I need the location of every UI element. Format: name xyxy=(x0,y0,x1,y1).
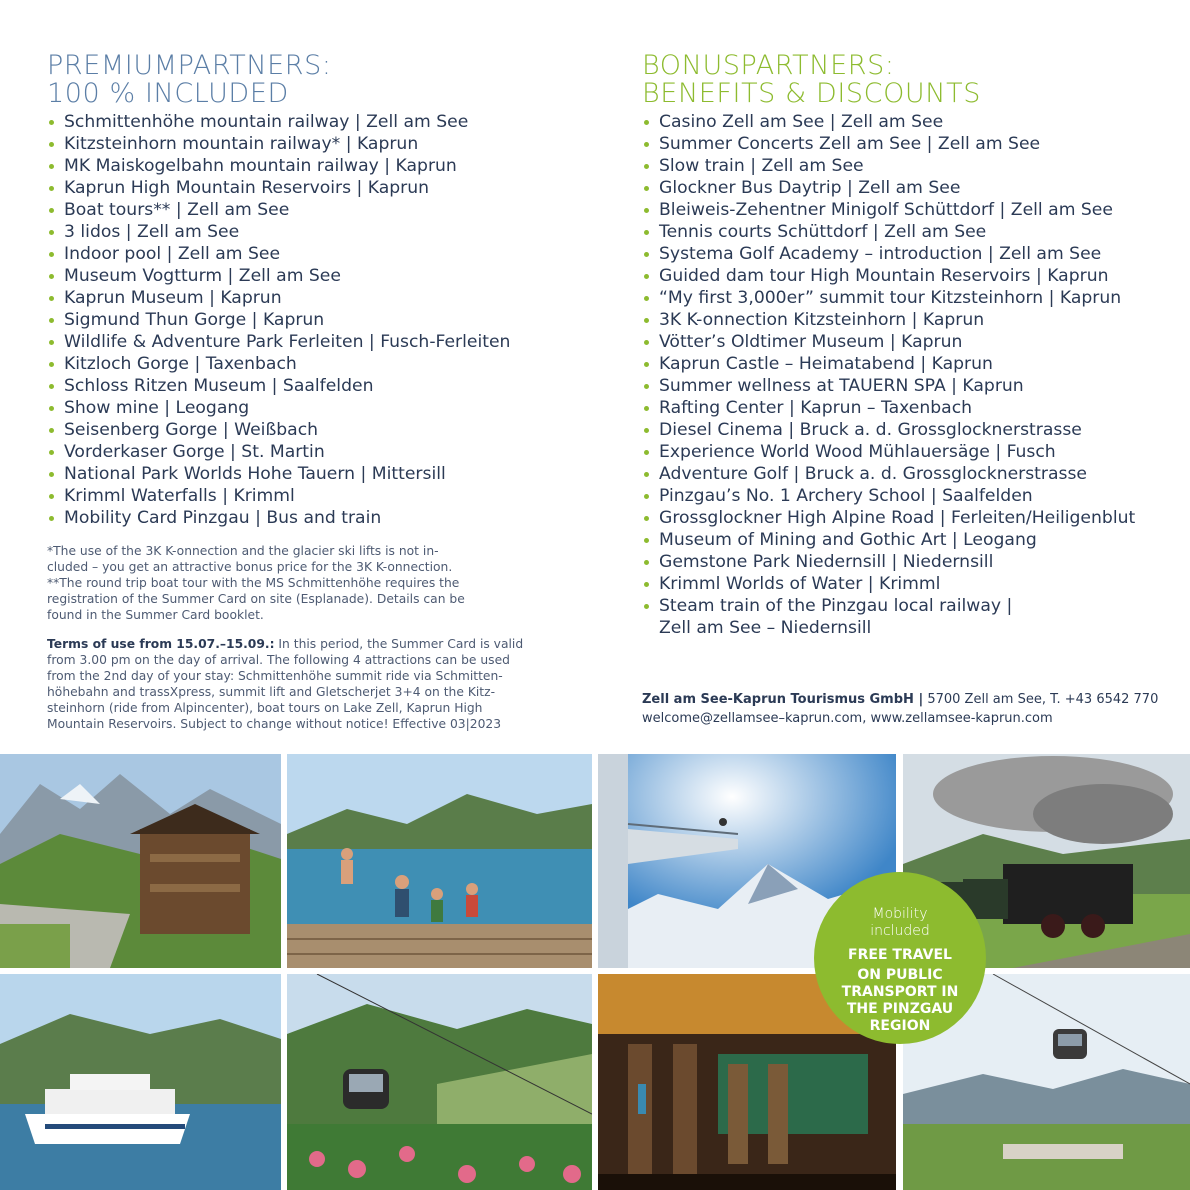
footnote-line: found in the Summer Card booklet. xyxy=(47,608,264,622)
footnote-line: registration of the Summer Card on site (Esplanade). Details can be xyxy=(47,592,465,606)
list-item: Kaprun Castle – Heimatabend | Kaprun xyxy=(642,353,1182,375)
premium-heading-line1: PREMIUMPARTNERS: xyxy=(47,50,332,81)
badge-line: included xyxy=(870,923,930,939)
terms-line: Mountain Reservoirs. Subject to change without notice! Effective 03|2023 xyxy=(47,717,502,731)
list-item: Guided dam tour High Mountain Reservoirs | Kaprun xyxy=(642,265,1182,287)
company-address: 5700 Zell am See, T. +43 6542 770 xyxy=(923,692,1159,707)
list-item: Rafting Center | Kaprun – Taxenbach xyxy=(642,397,1182,419)
list-item: Experience World Wood Mühlauersäge | Fusch xyxy=(642,441,1182,463)
badge-bold-line: TRANSPORT IN xyxy=(841,984,959,1000)
bonus-heading-line1: BONUSPARTNERS: xyxy=(642,50,895,81)
company-contact xyxy=(642,690,1182,728)
terms-of-use xyxy=(47,636,557,732)
premium-heading xyxy=(47,52,607,108)
list-item: 3K K-onnection Kitzsteinhorn | Kaprun xyxy=(642,309,1182,331)
list-item: Museum Vogtturm | Zell am See xyxy=(47,265,607,287)
company-web: welcome@zellamsee–kaprun.com, www.zellamsee-kaprun.com xyxy=(642,711,1053,726)
terms-line: höhebahn and trassXpress, summit lift and Gletscherjet 3+4 on the Kitz- xyxy=(47,685,496,699)
list-item: Mobility Card Pinzgau | Bus and train xyxy=(47,507,607,529)
mobility-badge xyxy=(814,872,986,1044)
list-item: Schmittenhöhe mountain railway | Zell am See xyxy=(47,111,607,133)
list-item: Kaprun Museum | Kaprun xyxy=(47,287,607,309)
list-item-continuation: Zell am See – Niedernsill xyxy=(659,618,872,638)
list-item: Sigmund Thun Gorge | Kaprun xyxy=(47,309,607,331)
photo-grid xyxy=(0,754,1190,1190)
list-item: Wildlife & Adventure Park Ferleiten | Fusch-Ferleiten xyxy=(47,331,607,353)
list-item: Grossglockner High Alpine Road | Ferleiten/Heiligenblut xyxy=(642,507,1182,529)
list-item: Kitzsteinhorn mountain railway* | Kaprun xyxy=(47,133,607,155)
badge-bold-line: THE PINZGAU xyxy=(846,1001,954,1017)
list-item: Summer Concerts Zell am See | Zell am See xyxy=(642,133,1182,155)
list-item: Kaprun High Mountain Reservoirs | Kaprun xyxy=(47,177,607,199)
terms-line: steinhorn (ride from Alpincenter), boat tours on Lake Zell, Kaprun High xyxy=(47,701,483,715)
list-item: Schloss Ritzen Museum | Saalfelden xyxy=(47,375,607,397)
list-item: Pinzgau’s No. 1 Archery School | Saalfelden xyxy=(642,485,1182,507)
footnote xyxy=(47,543,557,623)
badge-line: Mobility xyxy=(872,906,928,922)
list-item: Gemstone Park Niedernsill | Niedernsill xyxy=(642,551,1182,573)
photo-gondola-valley xyxy=(287,974,592,1190)
list-item: Steam train of the Pinzgau local railway | xyxy=(642,595,1182,617)
list-item: Krimml Worlds of Water | Krimml xyxy=(642,573,1182,595)
list-item: Casino Zell am See | Zell am See xyxy=(642,111,1182,133)
terms-line: from 3.00 pm on the day of arrival. The following 4 attractions can be used xyxy=(47,653,510,667)
bonus-heading xyxy=(642,52,1182,108)
bonus-heading-line2: BENEFITS & DISCOUNTS xyxy=(642,78,981,109)
list-item: Show mine | Leogang xyxy=(47,397,607,419)
company-name: Zell am See-Kaprun Tourismus GmbH | xyxy=(642,692,924,707)
list-item: 3 lidos | Zell am See xyxy=(47,221,607,243)
photo-alpine-chalet xyxy=(0,754,281,968)
badge-bold-line: REGION xyxy=(869,1018,931,1034)
bonus-partners-section xyxy=(642,52,1182,639)
list-item: Indoor pool | Zell am See xyxy=(47,243,607,265)
bonus-partner-list xyxy=(642,111,1182,639)
list-item: Vötter’s Oldtimer Museum | Kaprun xyxy=(642,331,1182,353)
premium-partners-section xyxy=(47,52,607,732)
list-item: Bleiweis-Zehentner Minigolf Schüttdorf | Zell am See xyxy=(642,199,1182,221)
list-item: Krimml Waterfalls | Krimml xyxy=(47,485,607,507)
terms-line: from the 2nd day of your stay: Schmittenhöhe summit ride via Schmitten- xyxy=(47,669,503,683)
list-item: Kitzloch Gorge | Taxenbach xyxy=(47,353,607,375)
badge-bold-line: ON PUBLIC xyxy=(857,967,943,983)
list-item: Slow train | Zell am See xyxy=(642,155,1182,177)
terms-label: Terms of use from 15.07.–15.09.: xyxy=(47,637,275,651)
list-item: Glockner Bus Daytrip | Zell am See xyxy=(642,177,1182,199)
list-item: Diesel Cinema | Bruck a. d. Grossglocknerstrasse xyxy=(642,419,1182,441)
premium-heading-line2: 100 % INCLUDED xyxy=(47,78,289,109)
list-item: Tennis courts Schüttdorf | Zell am See xyxy=(642,221,1182,243)
terms-line: In this period, the Summer Card is valid xyxy=(274,637,524,651)
list-item: Boat tours** | Zell am See xyxy=(47,199,607,221)
premium-partner-list xyxy=(47,111,607,529)
list-item: Museum of Mining and Gothic Art | Leogang xyxy=(642,529,1182,551)
list-item: National Park Worlds Hohe Tauern | Mittersill xyxy=(47,463,607,485)
list-item: “My first 3,000er” summit tour Kitzsteinhorn | Kaprun xyxy=(642,287,1182,309)
list-item: Vorderkaser Gorge | St. Martin xyxy=(47,441,607,463)
photo-lake-boat xyxy=(0,974,281,1190)
list-item: Seisenberg Gorge | Weißbach xyxy=(47,419,607,441)
list-item: Adventure Golf | Bruck a. d. Grossglocknerstrasse xyxy=(642,463,1182,485)
photo-lake-jump xyxy=(287,754,592,968)
footnote-line: **The round trip boat tour with the MS Schmittenhöhe requires the xyxy=(47,576,460,590)
list-item: Summer wellness at TAUERN SPA | Kaprun xyxy=(642,375,1182,397)
list-item: Systema Golf Academy – introduction | Zell am See xyxy=(642,243,1182,265)
footnote-line: *The use of the 3K K-onnection and the glacier ski lifts is not in- xyxy=(47,544,439,558)
list-item: MK Maiskogelbahn mountain railway | Kaprun xyxy=(47,155,607,177)
footnote-line: cluded – you get an attractive bonus price for the 3K K-onnection. xyxy=(47,560,453,574)
badge-bold-line: FREE TRAVEL xyxy=(848,947,952,963)
